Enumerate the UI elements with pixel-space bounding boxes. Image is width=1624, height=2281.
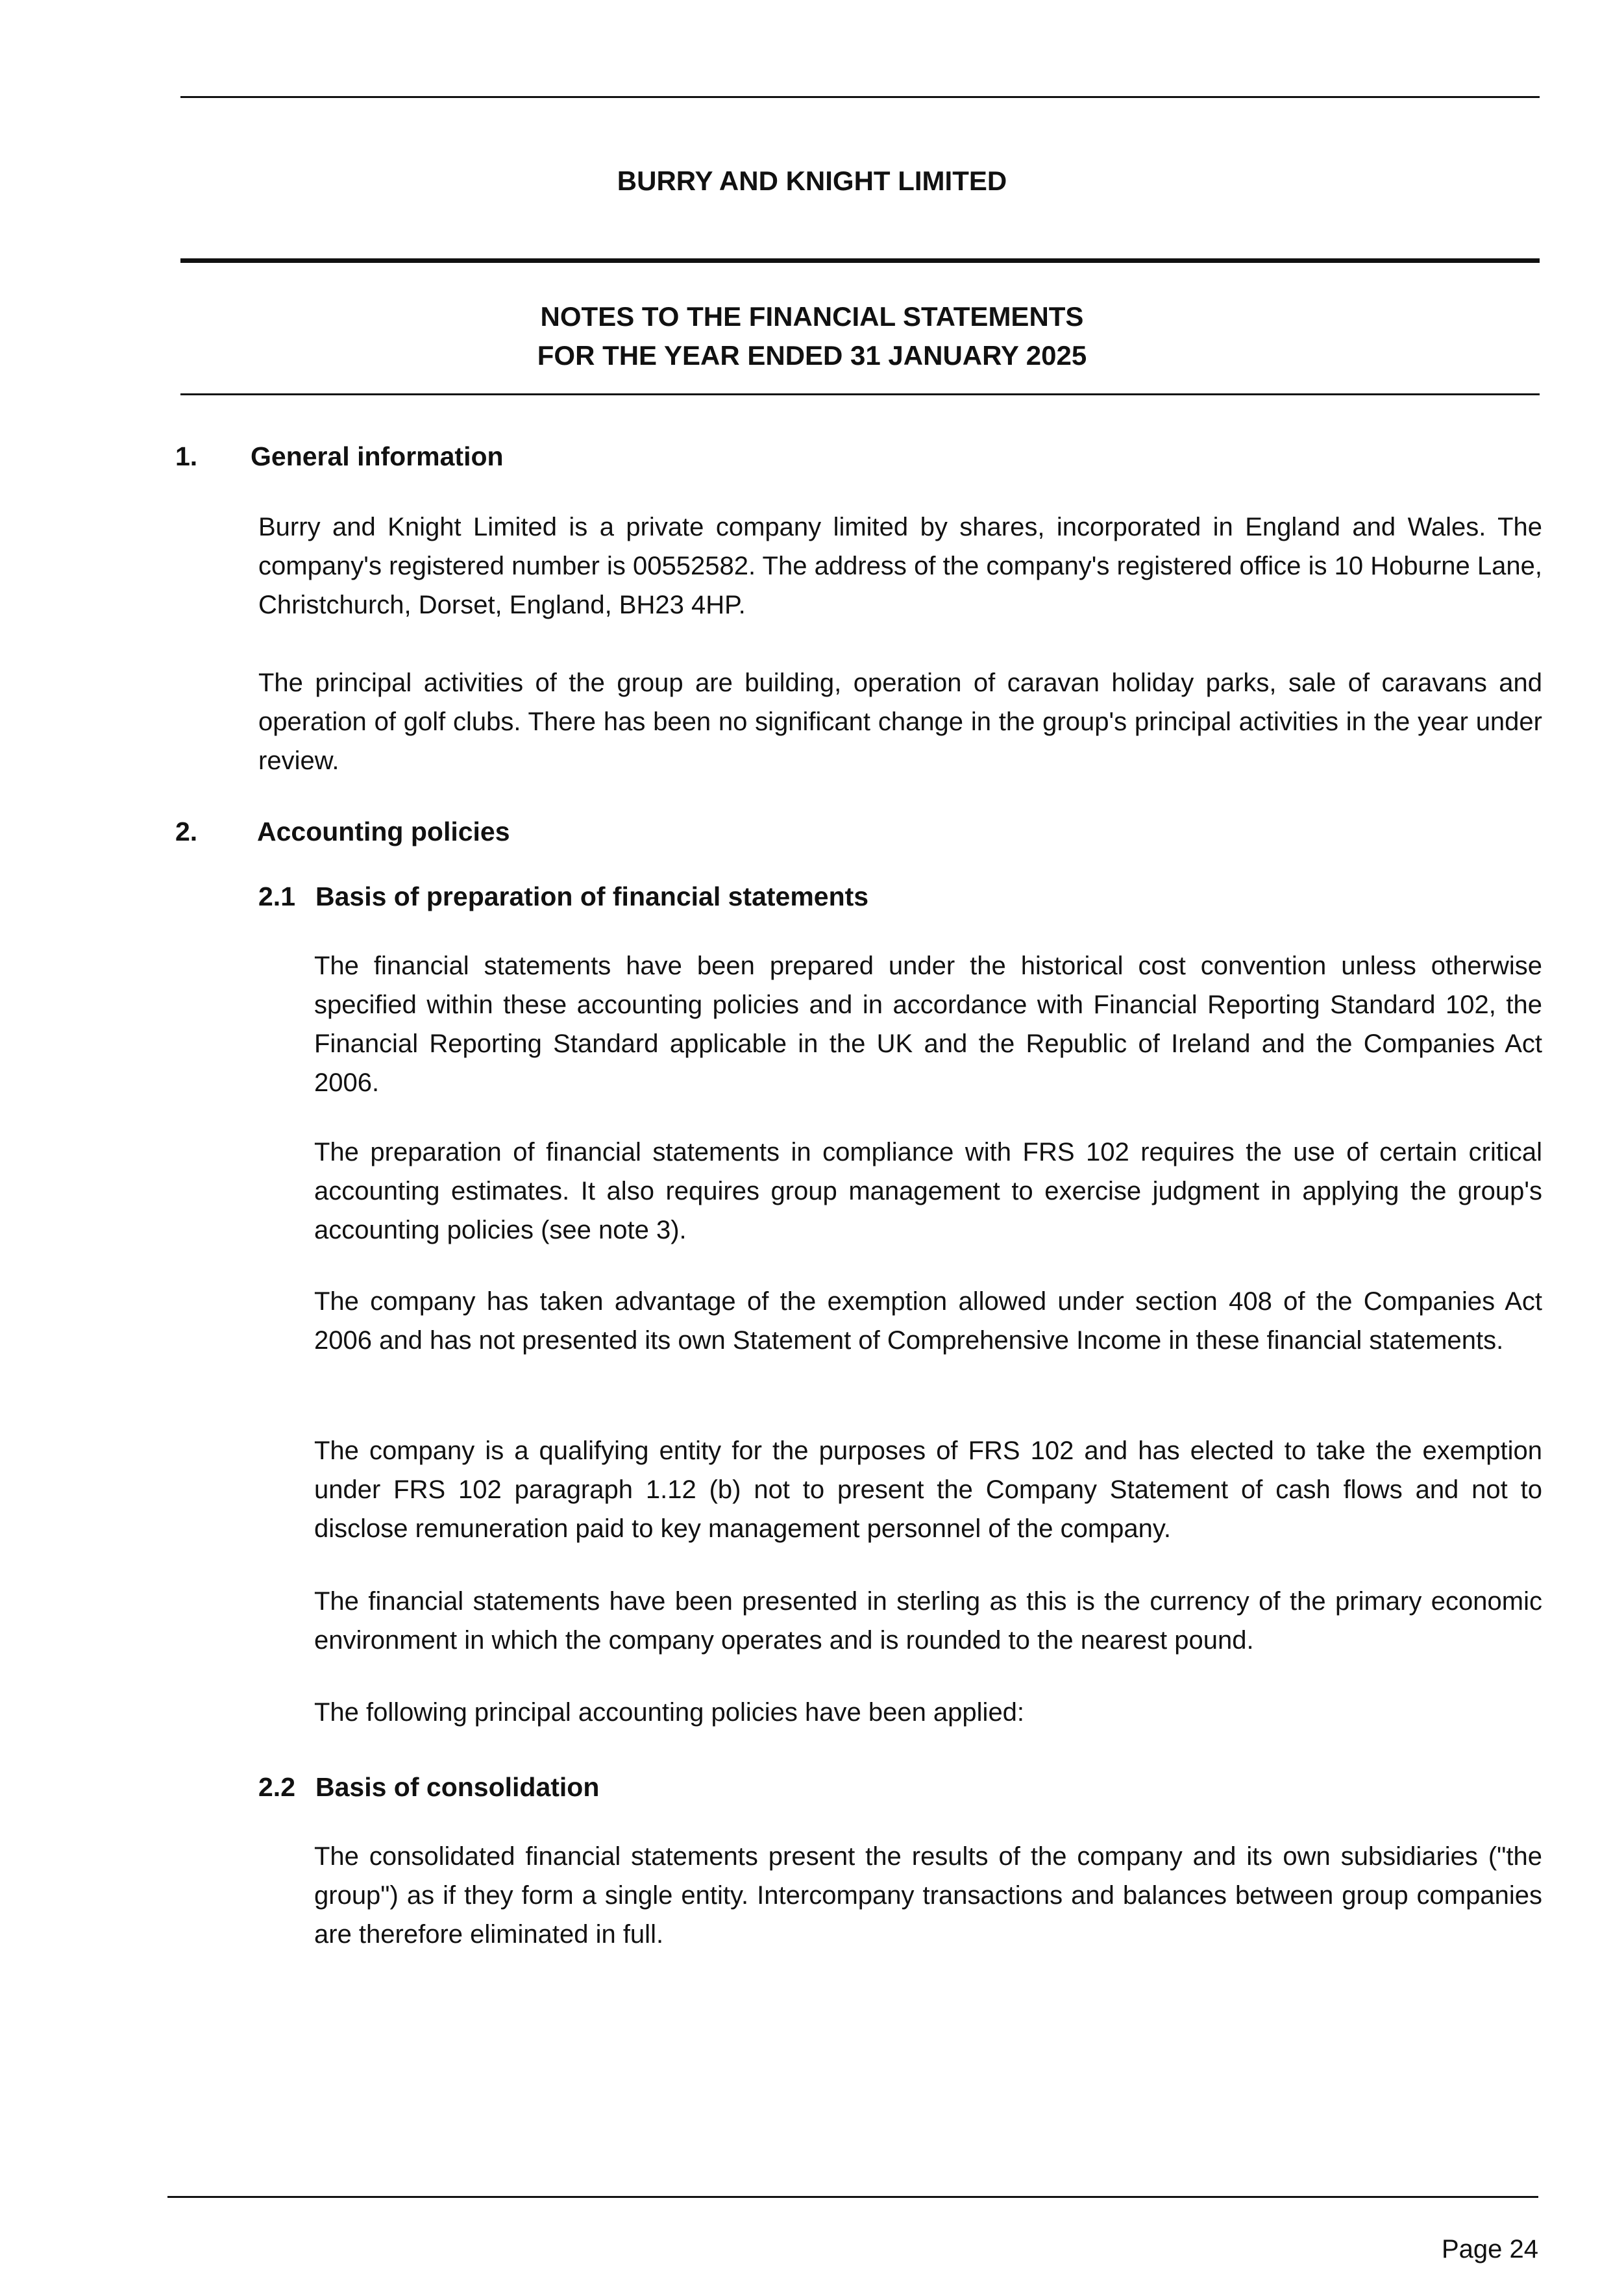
paragraph: The principal activities of the group are building, operation of caravan holiday parks, sale of caravans and operation of golf clubs. There has been no significant change in the group's principal activities in the year under review. [258,669,1542,775]
paragraph: The following principal accounting policies have been applied: [314,1698,1025,1727]
footer-rule [167,2196,1538,2198]
section-title: Accounting policies [257,817,510,846]
header-bottom-rule [180,393,1540,395]
subsection-number: 2.2 [258,1772,295,1802]
subsection-title: Basis of consolidation [315,1772,600,1802]
section-heading-accounting-policies [175,815,510,848]
notes-title-line-2: FOR THE YEAR ENDED 31 JANUARY 2025 [537,340,1087,371]
subsection-heading-basis-of-consolidation [258,1771,599,1803]
subsection-title: Basis of preparation of financial statements [315,882,869,911]
paragraph: The financial statements have been presented in sterling as this is the currency of the primary economic environment in which the company operates and is rounded to the nearest pound. [314,1587,1542,1655]
paragraph: The company has taken advantage of the exemption allowed under section 408 of the Companies Act 2006 and has not presented its own Statement of Comprehensive Income in these financial statements. [314,1287,1542,1355]
section-heading-general-information [175,440,504,473]
paragraph: The preparation of financial statements in compliance with FRS 102 requires the use of certain critical accounting estimates. It also requires group management to exercise judgment in applying the group's accounting policies (see note 3). [314,1138,1542,1244]
section-number: 2. [175,817,198,846]
header-thick-rule [180,258,1540,263]
page-number: Page 24 [1441,2235,1538,2263]
section-number: 1. [175,441,198,471]
paragraph: The consolidated financial statements present the results of the company and its own subsidiaries ("the group") as if they form a single entity. Intercompany transactions and balances between group companies are therefore eliminated in full. [314,1842,1542,1949]
subsection-number: 2.1 [258,882,295,911]
paragraph: The company is a qualifying entity for the purposes of FRS 102 and has elected to take the exemption under FRS 102 paragraph 1.12 (b) not to present the Company Statement of cash flows and not to disclose remuneration paid to key management personnel of the company. [314,1436,1542,1543]
top-rule [180,96,1540,98]
section-title: General information [251,441,504,471]
subsection-heading-basis-of-preparation [258,880,868,913]
notes-title-line-1: NOTES TO THE FINANCIAL STATEMENTS [540,301,1084,332]
paragraph: Burry and Knight Limited is a private company limited by shares, incorporated in England and Wales. The company's registered number is 00552582. The address of the company's registered office is 10 Hoburne Lane, Christchurch, Dorset, England, BH23 4HP. [258,513,1542,619]
notes-title [0,297,1624,375]
paragraph: The financial statements have been prepared under the historical cost convention unless otherwise specified within these accounting policies and in accordance with Financial Reporting Standard 102, the Financial Reporting Standard applicable in the UK and the Republic of Ireland and the Companies Act 2006. [314,952,1542,1097]
company-name: BURRY AND KNIGHT LIMITED [617,166,1007,196]
